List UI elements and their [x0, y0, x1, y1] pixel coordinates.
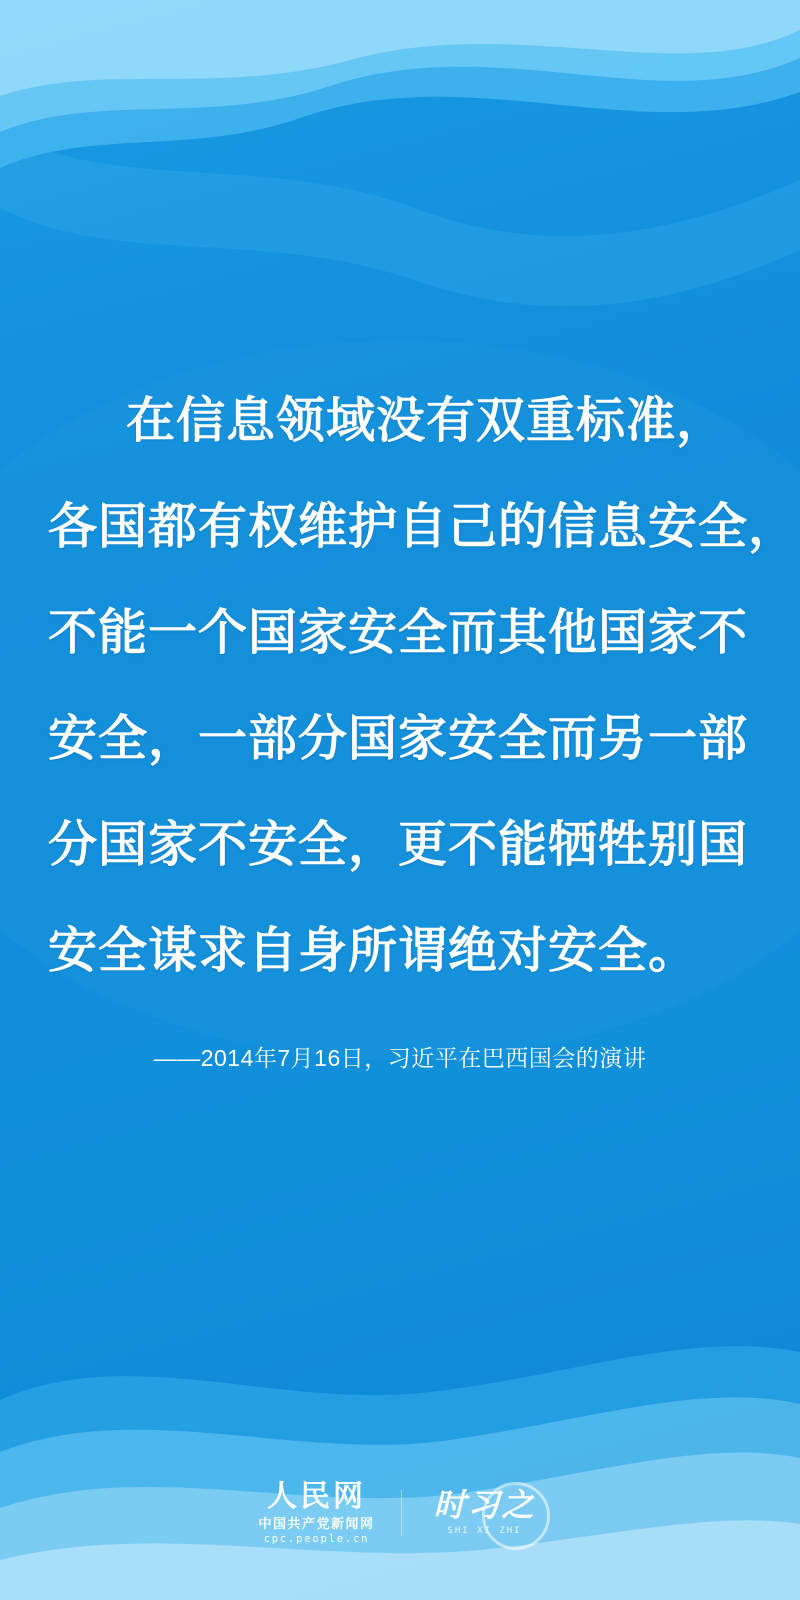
quote-line: 安全，一部分国家安全而另一部 — [48, 712, 749, 766]
people-cn-logo-name: 人民网 — [266, 1478, 366, 1514]
quote-line: 不能一个国家安全而其他国家不 — [48, 606, 749, 660]
people-cn-logo-subtitle: 中国共产党新闻网 — [258, 1515, 375, 1531]
shixizhi-logo — [428, 1486, 542, 1537]
footer-logos — [0, 1478, 800, 1545]
quote-line: 分国家不安全，更不能牺牲别国 — [48, 818, 749, 872]
quote-line: 在信息领域没有双重标准， — [126, 394, 727, 448]
shixizhi-logo-subtitle: SHI XI ZHI — [447, 1526, 522, 1537]
people-cn-logo-url: cpc.people.cn — [263, 1532, 370, 1545]
quote-block — [48, 368, 799, 1004]
quote-line: 各国都有权维护自己的信息安全， — [48, 500, 799, 554]
logo-divider — [401, 1490, 402, 1536]
quote-attribution: ——2014年7月16日，习近平在巴西国会的演讲 — [153, 1045, 647, 1071]
quote-line: 安全谋求自身所谓绝对安全。 — [48, 924, 699, 978]
people-cn-logo — [258, 1478, 375, 1545]
shixizhi-logo-name: 时习之 — [433, 1486, 536, 1525]
